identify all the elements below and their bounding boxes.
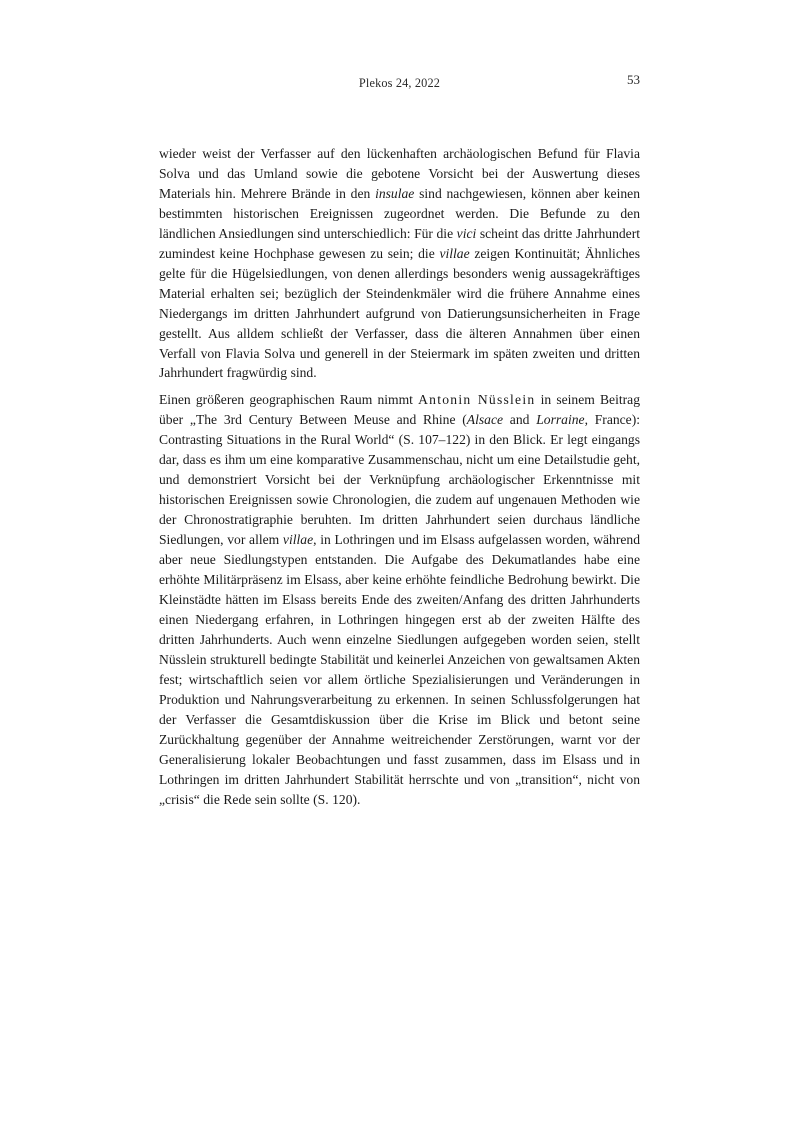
paragraph: Einen größeren geographischen Raum nimmt Antonin Nüsslein in seinem Beitrag über „The 3rd Century Between Meuse and Rhine (Alsace and Lorraine, France): Contrasting Situations in the Rural World“ (S. 107–122) in den Blick. Er legt eingangs dar, dass es ihm um eine komparative Zusammenschau, nicht um eine Detailstudie geht, und demonstriert Vorsicht bei der Verknüpfung archäologischer Erkenntnisse mit historischen Ereignissen sowie Chronologien, die zudem auf ungenauen Methoden wie der Chronostratigraphie beruhten. Im dritten Jahrhundert seien durchaus ländliche Siedlungen, vor allem villae, in Lothringen und im Elsass aufgelassen worden, während aber neue Siedlungstypen entstanden. Die Aufgabe des Dekumatlandes habe eine erhöhte Militärpräsenz im Elsass, aber keine erhöhte feindliche Bedrohung bewirkt. Die Kleinstädte hätten im Elsass bereits Ende des zweiten/Anfang des dritten Jahrhunderts einen Niedergang erfahren, in Lothringen hingegen erst ab der zweiten Hälfte des dritten Jahrhunderts. Auch wenn einzelne Siedlungen aufgegeben worden seien, stellt Nüsslein strukturell bedingte Stabilität und keinerlei Anzeichen von gewaltsamen Akten fest; wirtschaftlich seien vor allem örtliche Spezialisierungen und Veränderungen in Produktion und Nahrungsverarbeitung zu erkennen. In seinen Schlussfolgerungen hat der Verfasser die Gesamtdiskussion über die Krise im Blick und betont seine Zurückhaltung gegenüber der Annahme weitreichender Zerstörungen, warnt vor der Generalisierung lokaler Beobachtungen und fasst zusammen, dass im Elsass und in Lothringen im dritten Jahrhundert Stabilität herrschte und von „transition“, nicht von „crisis“ die Rede sein sollte (S. 120).: [159, 392, 641, 807]
italic-term: villae: [282, 532, 314, 548]
author-name: Antonin Nüsslein: [418, 392, 536, 408]
italic-term: Alsace: [466, 412, 504, 428]
running-head-title: Plekos 24, 2022: [358, 76, 441, 90]
paragraph: wieder weist der Verfasser auf den lückenhaften archäologischen Befund für Flavia Solva und das Umland sowie die gebotene Vorsicht bei der Auswertung dieses Materials hin. Mehrere Brände in den insulae sind nachgewiesen, können aber keinen bestimmten historischen Ereignissen zugeordnet werden. Die Befunde zu den ländlichen Ansiedlungen sind unterschiedlich: Für die vici scheint das dritte Jahrhundert zumindest keine Hochphase gewesen zu sein; die villae zeigen Kontinuität; Ähnliches gelte für die Hügelsiedlungen, von denen allerdings besonders wenig aussagekräftiges Material erhalten sei; bezüglich der Steindenkmäler wird die frühere Annahme eines Niedergangs im dritten Jahrhundert aufgrund von Datierungsunsicherheiten in Frage gestellt. Aus alldem schließt der Verfasser, dass die älteren Annahmen über einen Verfall von Flavia Solva und generell in der Steiermark im späten zweiten und dritten Jahrhundert fragwürdig sind.: [159, 146, 640, 381]
italic-term: vici: [456, 225, 477, 241]
body-text-block: [159, 144, 640, 809]
running-head: [159, 74, 640, 92]
page-number: 53: [627, 72, 640, 87]
italic-term: Lorraine: [536, 412, 585, 428]
italic-term: insulae: [375, 185, 415, 201]
italic-term: villae: [439, 245, 470, 261]
